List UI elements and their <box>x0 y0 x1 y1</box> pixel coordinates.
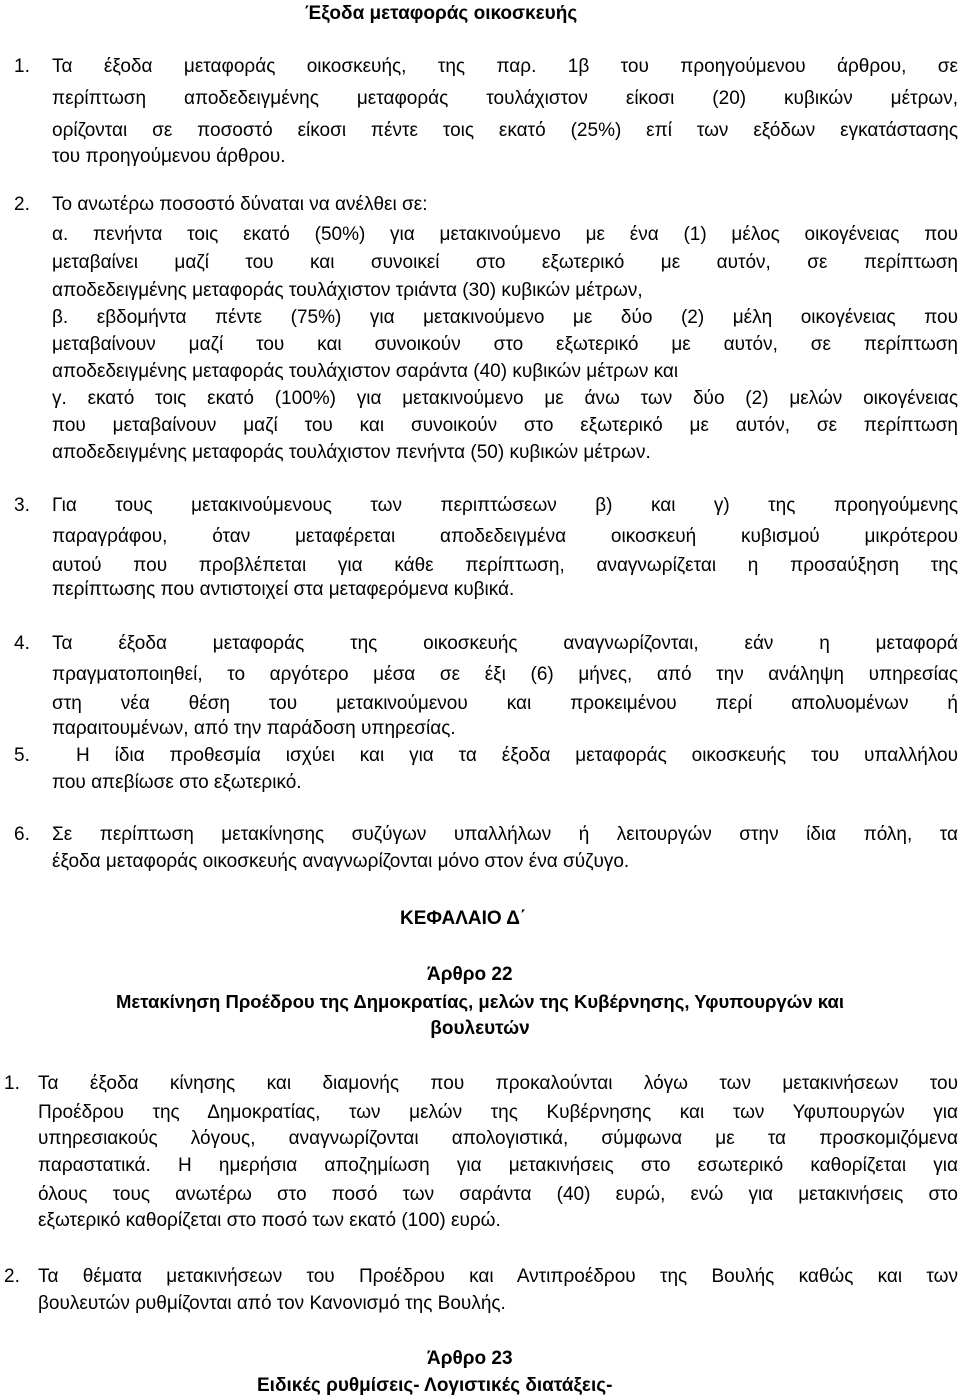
text-line: έξοδα μεταφοράς οικοσκευής αναγνωρίζονται μόνο στον ένα σύζυγο. <box>52 851 630 872</box>
text-line: ορίζονται σε ποσοστό είκοσι πέντε τοις εκατό (25%) επί των εξόδων εγκατάστασης <box>52 120 958 141</box>
paragraph-number: 3. <box>14 495 30 516</box>
text-line: περίπτωσης που αντιστοιχεί στα μεταφερόμενα κυβικά. <box>52 579 515 600</box>
subitem-b-line: αποδεδειγμένης μεταφοράς τουλάχιστον σαράντα (40) κυβικών μέτρων και <box>52 361 679 382</box>
text-line: παραστατικά. Η ημερήσια αποζημίωση για μετακινήσεις στο εσωτερικό καθορίζεται για <box>38 1155 958 1176</box>
text-line: στη νέα θέση του μετακινούμενου και προκειμένου περί απολυομένων ή <box>52 693 958 714</box>
paragraph-number: 1. <box>14 56 30 77</box>
article-22-heading: βουλευτών <box>430 1018 530 1039</box>
article-22-title: Άρθρο 22 <box>427 964 513 985</box>
text-line: εξωτερικό καθορίζεται στο ποσό των εκατό (100) ευρώ. <box>38 1210 501 1231</box>
article-23-heading: Ειδικές ρυθμίσεις- Λογιστικές διατάξεις- <box>257 1375 613 1396</box>
subitem-b-line: μεταβαίνουν μαζί του και συνοικούν στο εξωτερικό με αυτόν, σε περίπτωση <box>52 334 958 355</box>
text-line: πραγματοποιηθεί, το αργότερο μέσα σε έξι (6) μήνες, από την ανάληψη υπηρεσίας <box>52 664 958 685</box>
article-22-heading: Μετακίνηση Προέδρου της Δημοκρατίας, μελών της Κυβέρνησης, Υφυπουργών και <box>116 991 844 1012</box>
subitem-b-line: β. εβδομήντα πέντε (75%) για μετακινούμενο με δύο (2) μέλη οικογένειας που <box>52 307 958 328</box>
chapter-heading: ΚΕΦΑΛΑΙΟ Δ΄ <box>400 908 527 929</box>
subitem-c-line: γ. εκατό τοις εκατό (100%) για μετακινούμενο με άνω των δύο (2) μελών οικογένειας <box>52 388 958 409</box>
text-line: που απεβίωσε στο εξωτερικό. <box>52 772 302 793</box>
article-23-title: Άρθρο 23 <box>427 1348 513 1369</box>
subitem-a-line: α. πενήντα τοις εκατό (50%) για μετακινούμενο με ένα (1) μέλος οικογένειας που <box>52 224 958 245</box>
paragraph-number: 5. <box>14 745 30 766</box>
text-line: όλους τους ανωτέρω στο ποσό των σαράντα (40) ευρώ, ενώ για μετακινήσεις στο <box>38 1184 958 1205</box>
paragraph-number: 6. <box>14 824 30 845</box>
subitem-a-line: μεταβαίνει μαζί του και συνοικεί στο εξωτερικό με αυτόν, σε περίπτωση <box>52 252 958 273</box>
text-line: Το ανωτέρω ποσοστό δύναται να ανέλθει σε: <box>52 194 428 215</box>
text-line: Τα έξοδα μεταφοράς της οικοσκευής αναγνωρίζονται, εάν η μεταφορά <box>52 633 958 654</box>
text-line: παραγράφου, όταν μεταφέρεται αποδεδειγμένα οικοσκευή κυβισμού μικρότερου <box>52 526 958 547</box>
text-line: Τα έξοδα μεταφοράς οικοσκευής, της παρ. 1β του προηγούμενου άρθρου, σε <box>52 56 958 77</box>
paragraph-number: 2. <box>14 194 30 215</box>
text-line: Σε περίπτωση μετακίνησης συζύγων υπαλλήλων ή λειτουργών στην ίδια πόλη, τα <box>52 824 958 845</box>
paragraph-number: 1. <box>4 1073 20 1094</box>
text-line: του προηγούμενου άρθρου. <box>52 146 286 167</box>
text-line: Τα θέματα μετακινήσεων του Προέδρου και Αντιπροέδρου της Βουλής καθώς και των <box>38 1266 958 1287</box>
section-title: Έξοδα μεταφοράς οικοσκευής <box>305 3 578 24</box>
paragraph-number: 2. <box>4 1266 20 1287</box>
subitem-a-line: αποδεδειγμένης μεταφοράς τουλάχιστον τριάντα (30) κυβικών μέτρων, <box>52 280 643 301</box>
subitem-c-line: που μεταβαίνουν μαζί του και συνοικούν στο εξωτερικό με αυτόν, σε περίπτωση <box>52 415 958 436</box>
text-line: παραιτουμένων, από την παράδοση υπηρεσίας. <box>52 718 456 739</box>
text-line: περίπτωση αποδεδειγμένης μεταφοράς τουλάχιστον είκοσι (20) κυβικών μέτρων, <box>52 88 958 109</box>
text-line: Η ίδια προθεσμία ισχύει και για τα έξοδα μεταφοράς οικοσκευής του υπαλλήλου <box>76 745 958 766</box>
text-line: υπηρεσιακούς λόγους, αναγνωρίζονται απολογιστικά, σύμφωνα με τα προσκομιζόμενα <box>38 1128 958 1149</box>
paragraph-number: 4. <box>14 633 30 654</box>
text-line: Για τους μετακινούμενους των περιπτώσεων β) και γ) της προηγούμενης <box>52 495 958 516</box>
subitem-c-line: αποδεδειγμένης μεταφοράς τουλάχιστον πενήντα (50) κυβικών μέτρων. <box>52 442 651 463</box>
text-line: αυτού που προβλέπεται για κάθε περίπτωση, αναγνωρίζεται η προσαύξηση της <box>52 555 958 576</box>
text-line: Τα έξοδα κίνησης και διαμονής που προκαλούνται λόγω των μετακινήσεων του <box>38 1073 958 1094</box>
text-line: βουλευτών ρυθμίζονται από τον Κανονισμό της Βουλής. <box>38 1293 506 1314</box>
text-line: Προέδρου της Δημοκρατίας, των μελών της Κυβέρνησης και των Υφυπουργών για <box>38 1102 958 1123</box>
